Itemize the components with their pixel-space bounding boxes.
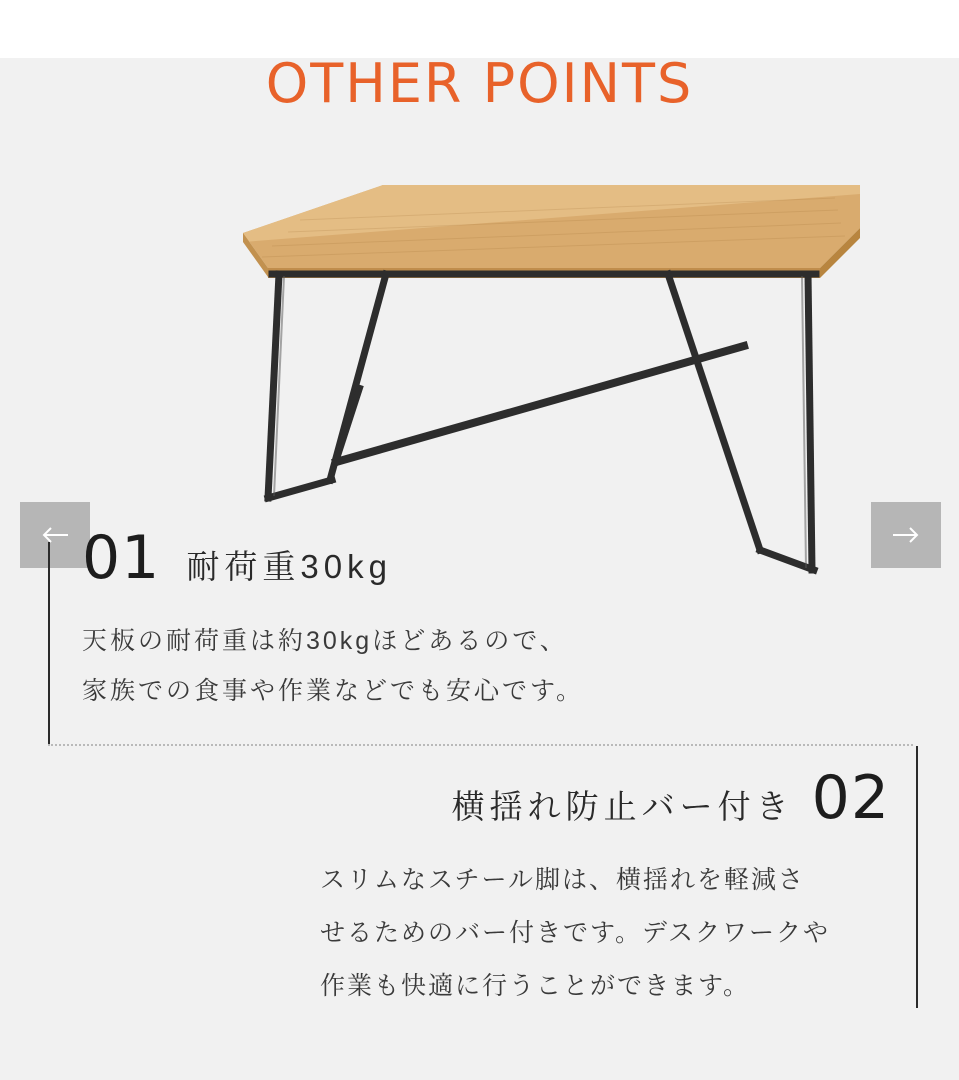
- point-02-vertical-rule: [916, 746, 918, 1008]
- point-01-heading: [82, 523, 392, 593]
- carousel-next-button[interactable]: [871, 502, 941, 568]
- point-02-body-line: せるためのバー付きです。デスクワークや: [320, 919, 831, 947]
- arrow-left-icon: [40, 525, 70, 545]
- point-01-body-line: 天板の耐荷重は約30kgほどあるので、: [82, 627, 568, 655]
- arrow-right-icon: [891, 525, 921, 545]
- hero-product-image: [0, 150, 959, 580]
- point-01-number: 01: [82, 523, 161, 593]
- point-02-body-line: スリムなスチール脚は、横揺れを軽減さ: [320, 866, 806, 894]
- point-01-vertical-rule: [48, 542, 50, 746]
- top-white-strip: [0, 0, 959, 58]
- point-02-body-line: 作業も快適に行うことができます。: [320, 972, 751, 1000]
- point-02-heading: [451, 763, 890, 833]
- point-02-body: [320, 854, 890, 1013]
- steel-frame-shape: [268, 274, 816, 570]
- point-01-title: 耐荷重30kg: [186, 548, 392, 585]
- point-01-body: [82, 616, 584, 716]
- carousel-prev-button[interactable]: [20, 502, 90, 568]
- point-02-number: 02: [811, 763, 890, 833]
- frame-shadow: [274, 276, 806, 568]
- page-title: OTHER POINTS: [265, 52, 694, 115]
- point-01-body-line: 家族での食事や作業などでも安心です。: [82, 677, 585, 705]
- point-02-title: 横揺れ防止バー付き: [451, 788, 794, 825]
- tabletop-shape: [243, 185, 860, 278]
- point-01-dotted-divider: [48, 744, 913, 746]
